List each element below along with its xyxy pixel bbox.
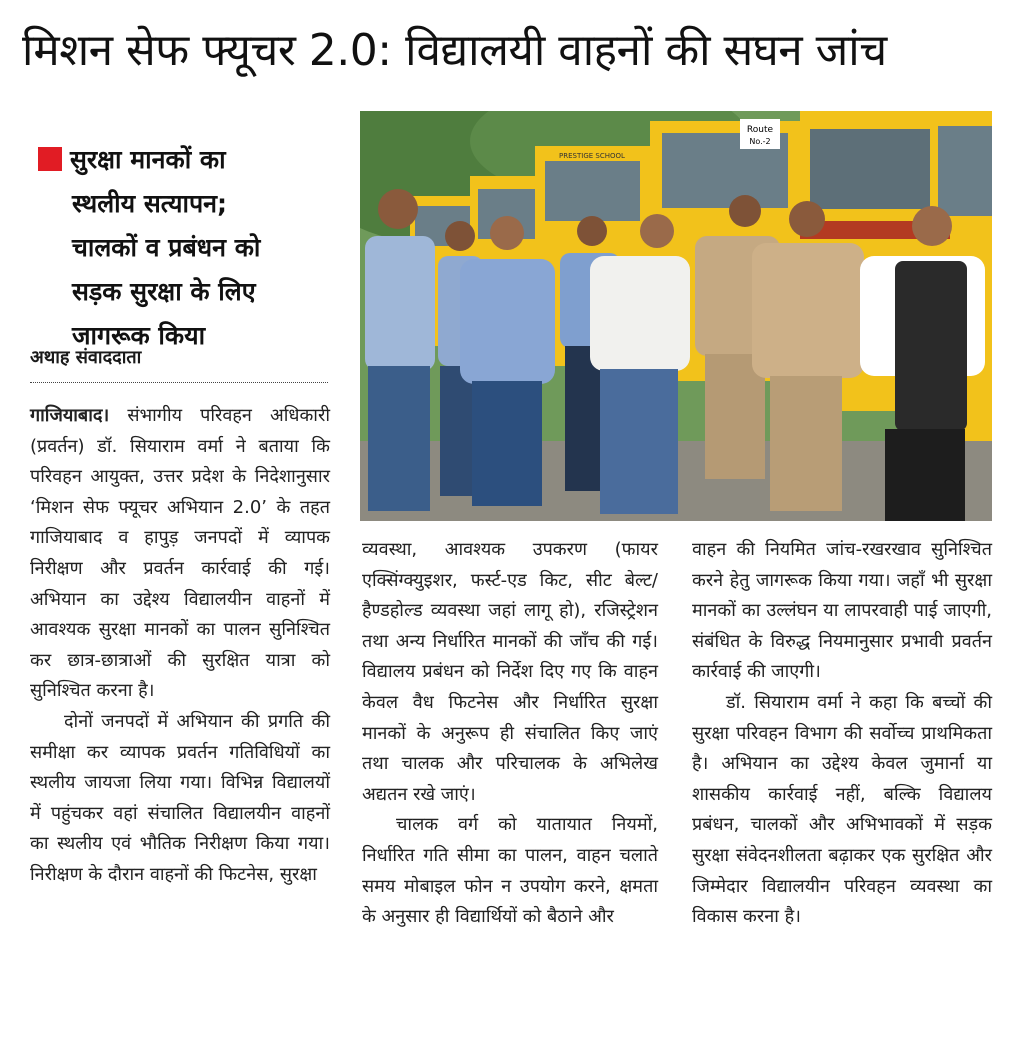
byline: अथाह संवाददाता xyxy=(30,344,328,383)
headline: मिशन सेफ फ्यूचर 2.0: विद्यालयी वाहनों की सघन जांच xyxy=(22,25,887,76)
deck xyxy=(38,138,338,358)
dateline: गाजियाबाद। xyxy=(30,405,110,426)
news-photo xyxy=(360,111,992,521)
paragraph-1: गाजियाबाद। संभागीय परिवहन अधिकारी (प्रवर्तन) डॉ. सियाराम वर्मा ने बताया कि परिवहन आयुक्त, उत्तर प्रदेश के निदेशानुसार ‘मिशन सेफ फ्यूचर अभियान 2.0’ के तहत गाजियाबाद व हापुड़ जनपदों में व्यापक निरीक्षण और प्रवर्तन कार्रवाई की गई। अभियान का उद्देश्य विद्यालयीन वाहनों में आवश्यक सुरक्षा मानकों का पालन सुनिश्चित कर छात्र-छात्राओं की सुरक्षित यात्रा को सुनिश्चित करना है। xyxy=(30,405,330,702)
deck-line-2: स्थलीय सत्यापन; xyxy=(72,189,228,218)
paragraph-2: दोनों जनपदों में अभियान की प्रगति की समीक्षा कर व्यापक प्रवर्तन गतिविधियों का स्थलीय जायजा लिया गया। विभिन्न विद्यालयों में पहुंचकर वहां संचालित विद्यालयीन वाहनों का स्थलीय एवं भौतिक निरीक्षण किया गया। निरीक्षण के दौरान वाहनों की फिटनेस, सुरक्षा xyxy=(30,710,330,885)
article-column-1 xyxy=(30,401,330,891)
paragraph-4: चालक वर्ग को यातायात नियमों, निर्धारित गति सीमा का पालन, वाहन चलाते समय मोबाइल फोन न उपयोग करने, क्षमता के अनुसार ही विद्यार्थियों को बैठाने और xyxy=(362,814,658,928)
paragraph-5: वाहन की नियमित जांच-रखरखाव सुनिश्चित करने हेतु जागरूक किया गया। जहाँ भी सुरक्षा मानकों का उल्लंघन या लापरवाही पाई जाएगी, संबंधित के विरुद्ध नियमानुसार प्रभावी प्रवर्तन कार्रवाई की जाएगी। xyxy=(692,539,992,683)
deck-line-3: चालकों व प्रबंधन को xyxy=(72,233,261,262)
red-square-icon xyxy=(38,147,62,171)
article-column-2 xyxy=(362,535,658,933)
article-column-3 xyxy=(692,535,992,933)
svg-text:Route: Route xyxy=(746,125,774,135)
deck-line-4: सड़क सुरक्षा के लिए xyxy=(72,277,256,306)
svg-text:PRESTIGE SCHOOL: PRESTIGE SCHOOL xyxy=(559,152,625,160)
svg-text:No.-2: No.-2 xyxy=(749,137,771,146)
deck-line-5: जागरूक किया xyxy=(72,321,206,350)
photo-illustration xyxy=(360,111,992,521)
deck-line-1: सुरक्षा मानकों का xyxy=(38,138,338,182)
paragraph-3: व्यवस्था, आवश्यक उपकरण (फायर एक्सिंग्क्युइशर, फर्स्ट-एड किट, सीट बेल्ट/हैण्डहोल्ड व्यवस्था जहां लागू हो), रजिस्ट्रेशन तथा अन्य निर्धारित मानकों की जाँच की गई। विद्यालय प्रबंधन को निर्देश दिए गए कि वाहन केवल वैध फिटनेस और निर्धारित सुरक्षा मानकों के अनुरूप ही संचालित किए जाएं तथा चालक और परिचालक के अभिलेख अद्यतन रखे जाएं। xyxy=(362,539,658,805)
paragraph-6: डॉ. सियाराम वर्मा ने कहा कि बच्चों की सुरक्षा परिवहन विभाग की सर्वोच्च प्राथमिकता है। अभियान का उद्देश्य केवल जुमार्ना या शासकीय कार्रवाई नहीं, बल्कि विद्यालय प्रबंधन, चालकों और अभिभावकों में सड़क सुरक्षा संवेदनशीलता बढ़ाकर एक सुरक्षित और जिम्मेदार विद्यालयीन परिवहन व्यवस्था का विकास करना है। xyxy=(692,691,992,928)
